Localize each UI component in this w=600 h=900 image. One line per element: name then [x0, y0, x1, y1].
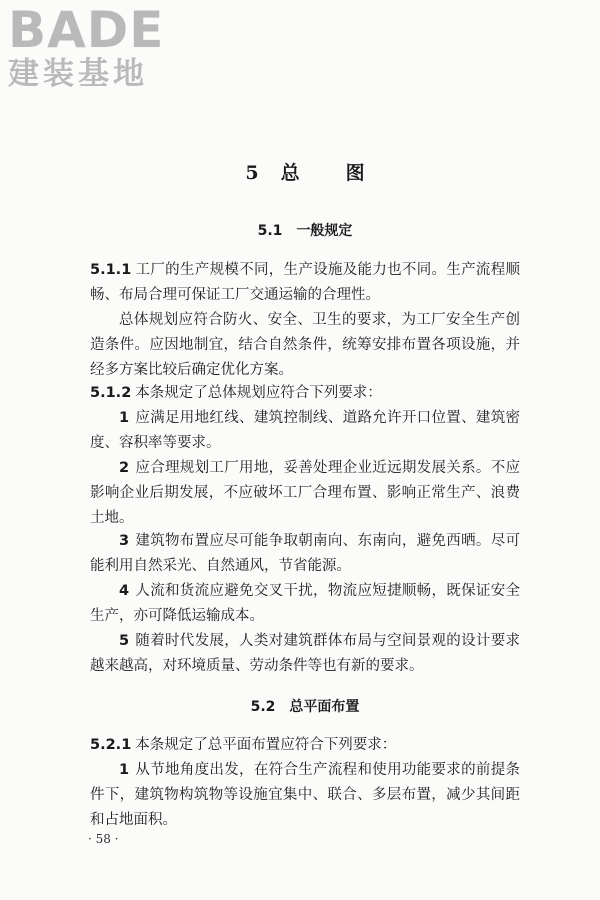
list-item: [90, 579, 520, 629]
item-text: 人流和货流应避免交叉干扰，物流应短捷顺畅，既保证安全生产，亦可降低运输成本。: [90, 583, 520, 624]
item-number: 4: [119, 583, 130, 599]
list-item: [90, 629, 520, 679]
clause-text: 总体规划应符合防火、安全、卫生的要求，为工厂安全生产创造条件。应因地制宜，结合自然条件，统筹安排布置各项设施，并经多方案比较后确定优化方案。: [90, 312, 520, 378]
clause-number: 5.1.2: [90, 385, 132, 401]
logo-wordmark: BADE: [8, 1, 165, 59]
clause-5-1-1-para-2: [90, 308, 520, 383]
clause-text: 本条规定了总体规划应符合下列要求：: [135, 385, 382, 401]
item-text: 建筑物布置应尽可能争取朝南向、东南向，避免西晒。尽可能利用自然采光、自然通风，节省能源。: [90, 533, 520, 574]
page-number: · 58 ·: [88, 832, 119, 846]
section-title: 总平面布置: [289, 699, 360, 715]
item-text: 随着时代发展，人类对建筑群体布局与空间景观的设计要求越来越高，对环境质量、劳动条件等也有新的要求。: [90, 633, 520, 674]
item-text: 应合理规划工厂用地，妥善处理企业近远期发展关系。不应影响企业后期发展，不应破坏工厂合理布置、影响正常生产、浪费土地。: [90, 460, 520, 526]
clause-text: 本条规定了总平面布置应符合下列要求：: [135, 737, 397, 753]
item-number: 1: [119, 762, 130, 778]
clause-5-1-1: [90, 258, 520, 308]
section-heading-5-1: [90, 221, 520, 241]
chapter-number: 5: [245, 162, 259, 184]
list-item: [90, 529, 520, 579]
logo-subtitle: 建装基地: [8, 56, 148, 92]
clause-text: 工厂的生产规模不同，生产设施及能力也不同。生产流程顺畅、布局合理可保证工厂交通运输的合理性。: [90, 262, 520, 303]
section-number: 5.2: [250, 699, 276, 715]
list-item: [90, 758, 520, 833]
clause-5-2-1: [90, 733, 520, 758]
chapter-title-char-2: 图: [345, 162, 365, 184]
section-number: 5.1: [257, 223, 283, 239]
item-number: 5: [119, 633, 130, 649]
list-item: [90, 456, 520, 531]
chapter-heading: [90, 158, 520, 185]
list-item: [90, 406, 520, 456]
section-title: 一般规定: [296, 223, 353, 239]
clause-5-1-2: [90, 381, 520, 406]
clause-number: 5.2.1: [90, 737, 132, 753]
clause-number: 5.1.1: [90, 262, 132, 278]
section-heading-5-2: [90, 697, 520, 717]
logo: [8, 1, 178, 92]
item-number: 3: [119, 533, 130, 549]
item-text: 应满足用地红线、建筑控制线、道路允许开口位置、建筑密度、容积率等要求。: [90, 410, 520, 451]
item-text: 从节地角度出发，在符合生产流程和使用功能要求的前提条件下，建筑物构筑物等设施宜集中、联合、多层布置，减少其间距和占地面积。: [90, 762, 520, 828]
item-number: 1: [119, 410, 130, 426]
chapter-title-char-1: 总: [280, 162, 300, 184]
item-number: 2: [119, 460, 130, 476]
